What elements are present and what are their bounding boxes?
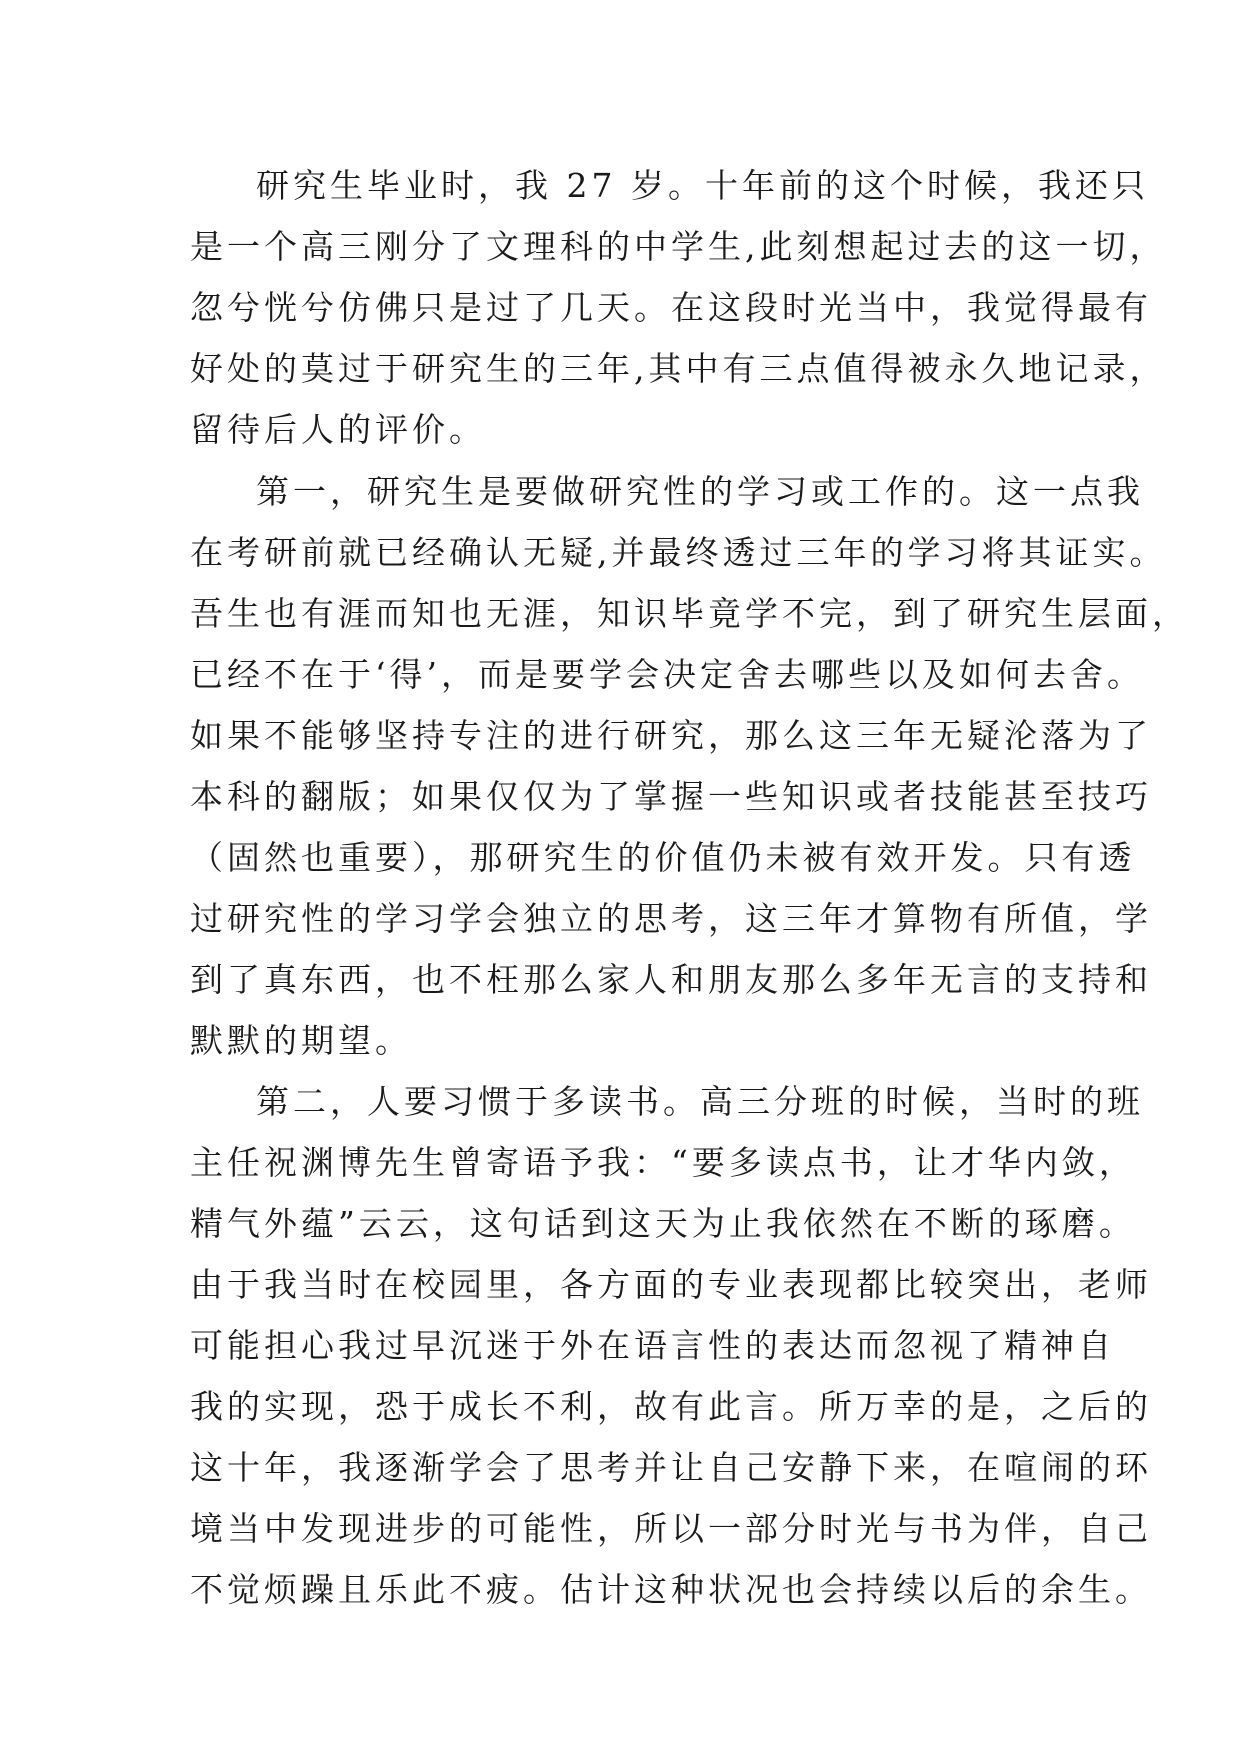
paragraph-2-line-10: 默默的期望。	[190, 1021, 412, 1060]
paragraph-1-line-1: 研究生毕业时，我 27 岁。十年前的这个时候，我还只	[256, 166, 1149, 205]
paragraph-3-line-1: 第二，人要习惯于多读书。高三分班的时候，当时的班	[256, 1082, 1144, 1121]
paragraph-3-line-9: 不觉烦躁且乐此不疲。估计这种状况也会持续以后的余生。	[190, 1570, 1152, 1609]
paragraph-2-line-4: 已经不在于‘得’，而是要学会决定舍去哪些以及如何去舍。	[190, 655, 1144, 694]
paragraph-3-line-3: 精气外蕴”云云，这句话到这天为止我依然在不断的琢磨。	[190, 1204, 1136, 1243]
paragraph-2-line-2: 在考研前就已经确认无疑,并最终透过三年的学习将其证实。	[190, 533, 1167, 572]
paragraph-3-line-6: 我的实现，恐于成长不利，故有此言。所万幸的是，之后的	[190, 1387, 1152, 1426]
paragraph-3-line-7: 这十年，我逐渐学会了思考并让自己安静下来，在喧闹的环	[190, 1448, 1152, 1487]
paragraph-2-line-6: 本科的翻版；如果仅仅为了掌握一些知识或者技能甚至技巧	[190, 777, 1152, 816]
paragraph-2-line-9: 到了真东西，也不枉那么家人和朋友那么多年无言的支持和	[190, 960, 1152, 999]
paragraph-1-line-2: 是一个高三刚分了文理科的中学生,此刻想起过去的这一切，	[190, 227, 1167, 266]
paragraph-2-line-7: （固然也重要），那研究生的价值仍未被有效开发。只有透	[190, 838, 1136, 877]
paragraph-2-line-8: 过研究性的学习学会独立的思考，这三年才算物有所值，学	[190, 899, 1152, 938]
paragraph-2-line-5: 如果不能够坚持专注的进行研究，那么这三年无疑沦落为了	[190, 716, 1152, 755]
paragraph-2-line-3: 吾生也有涯而知也无涯，知识毕竟学不完，到了研究生层面，	[190, 594, 1189, 633]
paragraph-2-line-1: 第一，研究生是要做研究性的学习或工作的。这一点我	[256, 472, 1144, 511]
paragraph-1-line-5: 留待后人的评价。	[190, 410, 486, 449]
paragraph-3-line-4: 由于我当时在校园里，各方面的专业表现都比较突出，老师	[190, 1265, 1152, 1304]
paragraph-3-line-8: 境当中发现进步的可能性，所以一部分时光与书为伴，自己	[190, 1509, 1152, 1548]
paragraph-1-line-3: 忽兮恍兮仿佛只是过了几天。在这段时光当中，我觉得最有	[190, 288, 1152, 327]
paragraph-3-line-5: 可能担心我过早沉迷于外在语言性的表达而忽视了精神自	[190, 1326, 1115, 1365]
paragraph-1-line-4: 好处的莫过于研究生的三年,其中有三点值得被永久地记录，	[190, 349, 1167, 388]
paragraph-3-line-2: 主任祝渊博先生曾寄语予我：“要多读点书，让才华内敛，	[190, 1143, 1136, 1182]
